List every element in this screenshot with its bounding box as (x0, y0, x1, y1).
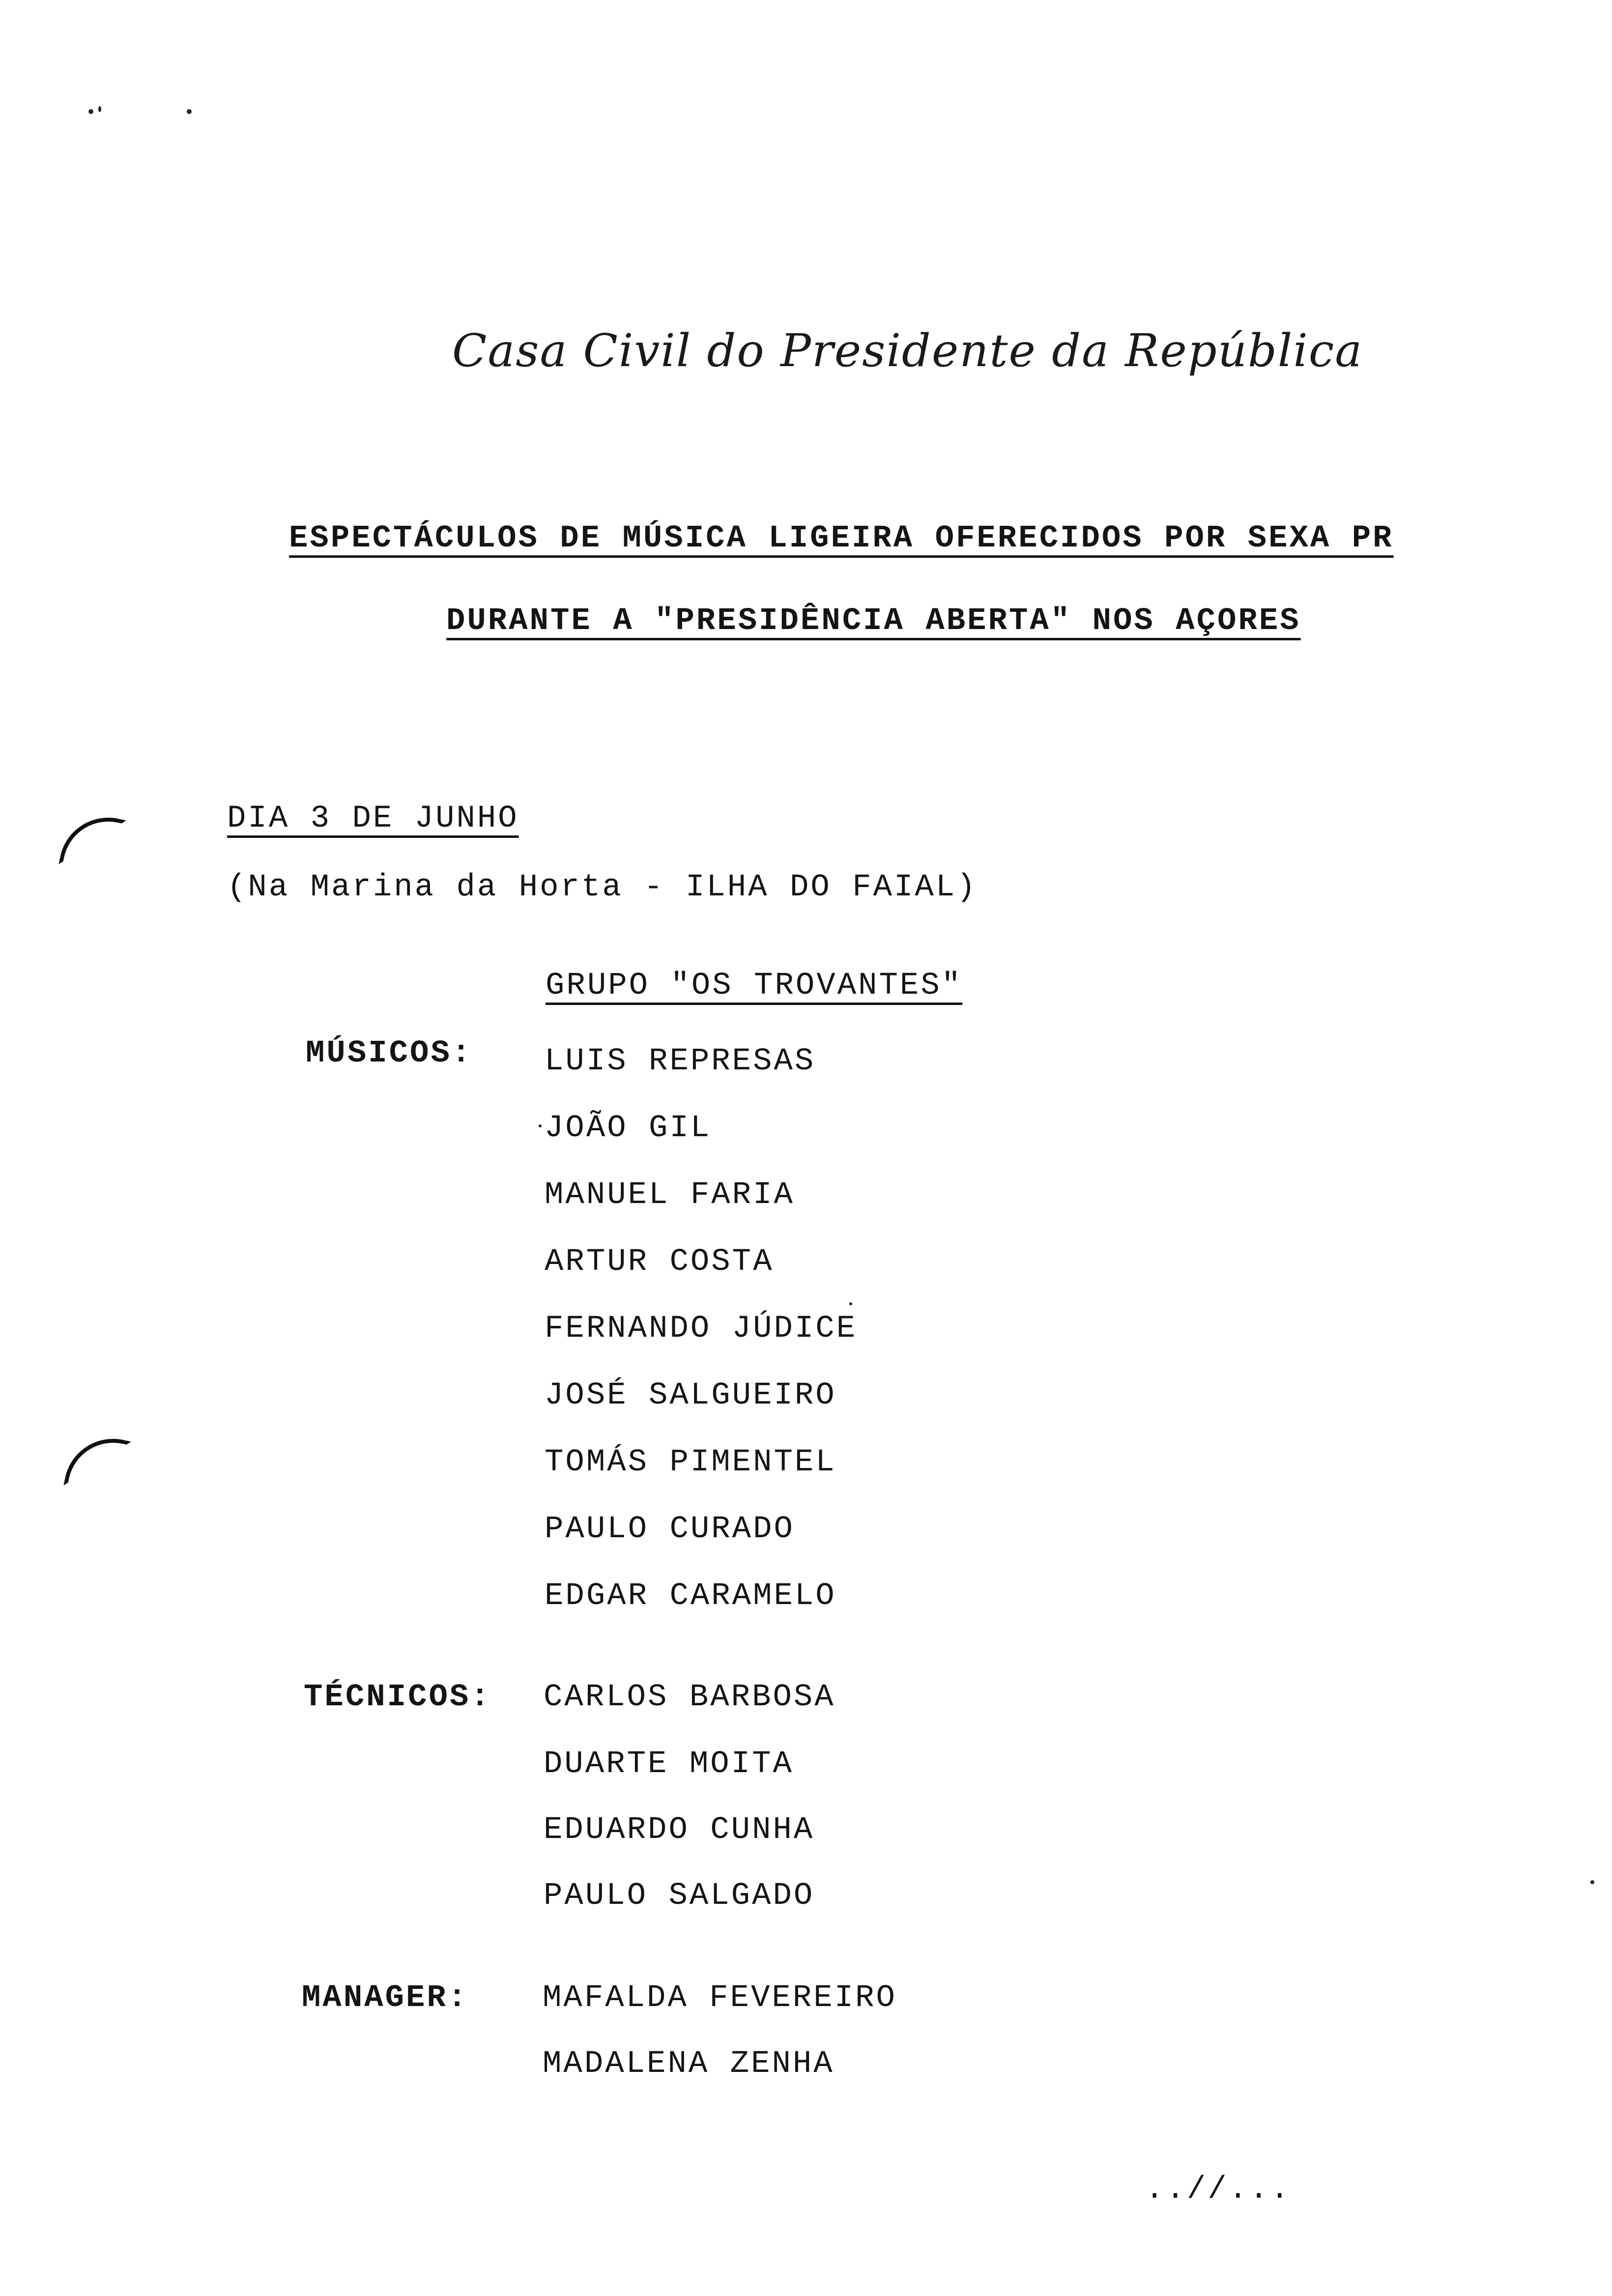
event-location: (Na Marina da Horta - ILHA DO FAIAL) (227, 870, 978, 905)
section-label-musicos: MÚSICOS: (306, 1036, 473, 1071)
musician-name: EDGAR CARAMELO (545, 1578, 836, 1614)
musician-name: JOSÉ SALGUEIRO (545, 1378, 836, 1413)
musician-name: LUIS REPRESAS (545, 1044, 816, 1079)
manager-name: MADALENA ZENHA (543, 2046, 835, 2082)
musician-name: PAULO CURADO (545, 1512, 795, 1547)
technician-name: EDUARDO CUNHA (544, 1812, 815, 1848)
technician-name: DUARTE MOITA (544, 1747, 794, 1782)
section-label-tecnicos: TÉCNICOS: (304, 1680, 491, 1715)
letterhead: Casa Civil do Presidente da República (452, 324, 1363, 377)
manager-name: MAFALDA FEVEREIRO (543, 1980, 897, 2016)
document-title-line-2: DURANTE A "PRESIDÊNCIA ABERTA" NOS AÇORES (446, 603, 1301, 639)
scan-speck (1590, 1880, 1594, 1884)
event-date: DIA 3 DE JUNHO (227, 801, 519, 836)
scan-speck (187, 109, 192, 114)
technician-name: PAULO SALGADO (544, 1878, 815, 1914)
scan-speck (88, 109, 93, 114)
group-name: GRUPO "OS TROVANTES" (546, 968, 963, 1004)
continuation-mark: ..//... (1145, 2172, 1291, 2208)
scan-speck (849, 1302, 852, 1305)
musician-name: MANUEL FARIA (545, 1177, 795, 1213)
musician-name: FERNANDO JÚDICE (545, 1311, 858, 1347)
punch-hole-mark (58, 808, 126, 876)
musician-name: TOMÁS PIMENTEL (545, 1445, 836, 1480)
scan-speck (539, 1124, 542, 1127)
technician-name: CARLOS BARBOSA (544, 1680, 835, 1715)
musician-name: JOÃO GIL (545, 1111, 712, 1146)
musician-name: ARTUR COSTA (545, 1244, 774, 1280)
document-title-line-1: ESPECTÁCULOS DE MÚSICA LIGEIRA OFERECIDOS POR SEXA PR (289, 521, 1394, 556)
section-label-manager: MANAGER: (302, 1980, 469, 2016)
punch-hole-mark (63, 1430, 131, 1497)
scan-speck (98, 106, 101, 112)
